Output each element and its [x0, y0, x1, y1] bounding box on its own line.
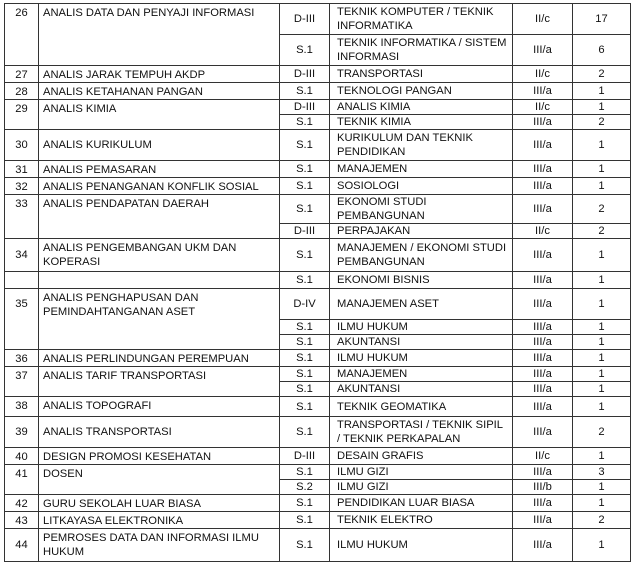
education-level: S.1 — [280, 495, 330, 512]
quantity: 3 — [573, 465, 631, 480]
row-number: 31 — [5, 161, 39, 178]
education-level: S.1 — [280, 417, 330, 448]
row-number: 29 — [5, 100, 39, 130]
major: TRANSPORTASI / TEKNIK SIPIL / TEKNIK PERKAPALAN — [330, 417, 513, 448]
table-row — [5, 495, 631, 512]
row-number: 30 — [5, 130, 39, 161]
education-level: S.1 — [280, 465, 330, 480]
row-number: 26 — [5, 4, 39, 66]
grade: III/a — [513, 320, 573, 335]
quantity: 1 — [573, 100, 631, 115]
grade: III/a — [513, 512, 573, 529]
row-number: 42 — [5, 495, 39, 512]
position-name: ANALIS PENGHAPUSAN DAN PEMINDAHTANGANAN ASET — [39, 289, 280, 350]
grade: III/a — [513, 239, 573, 272]
grade: III/a — [513, 289, 573, 320]
quantity: 1 — [573, 495, 631, 512]
row-number-continued — [5, 272, 39, 289]
education-level: S.1 — [280, 397, 330, 417]
grade: III/b — [513, 480, 573, 495]
major: MANAJEMEN — [330, 367, 513, 382]
education-level: S.1 — [280, 83, 330, 100]
major: TEKNIK INFORMATIKA / SISTEM INFORMASI — [330, 35, 513, 66]
grade: III/a — [513, 417, 573, 448]
major: ILMU GIZI — [330, 480, 513, 495]
position-name: ANALIS PEMASARAN — [39, 161, 280, 178]
position-name: DESIGN PROMOSI KESEHATAN — [39, 448, 280, 465]
table-row — [5, 350, 631, 367]
position-name: ANALIS TRANSPORTASI — [39, 417, 280, 448]
education-level: S.1 — [280, 161, 330, 178]
quantity: 1 — [573, 161, 631, 178]
quantity: 2 — [573, 417, 631, 448]
major: AKUNTANSI — [330, 382, 513, 397]
position-name: ANALIS TOPOGRAFI — [39, 397, 280, 417]
position-name: PEMROSES DATA DAN INFORMASI ILMU HUKUM — [39, 529, 280, 562]
position-name: ANALIS PENANGANAN KONFLIK SOSIAL — [39, 178, 280, 195]
position-name-continued — [39, 272, 280, 289]
table-row — [5, 130, 631, 161]
education-level: S.1 — [280, 382, 330, 397]
grade: III/a — [513, 83, 573, 100]
education-level: D-III — [280, 448, 330, 465]
major: MANAJEMEN / EKONOMI STUDI PEMBANGUNAN — [330, 239, 513, 272]
education-level: S.1 — [280, 512, 330, 529]
row-number: 33 — [5, 195, 39, 239]
table-row — [5, 66, 631, 83]
row-number: 28 — [5, 83, 39, 100]
position-name: ANALIS KETAHANAN PANGAN — [39, 83, 280, 100]
quantity: 1 — [573, 335, 631, 350]
table-row — [5, 465, 631, 480]
major: PENDIDIKAN LUAR BIASA — [330, 495, 513, 512]
education-level: D-IV — [280, 289, 330, 320]
education-level: D-III — [280, 100, 330, 115]
quantity: 6 — [573, 35, 631, 66]
education-level: S.2 — [280, 480, 330, 495]
major: KURIKULUM DAN TEKNIK PENDIDIKAN — [330, 130, 513, 161]
quantity: 1 — [573, 448, 631, 465]
education-level: S.1 — [280, 195, 330, 224]
education-level: S.1 — [280, 115, 330, 130]
position-name: ANALIS KIMIA — [39, 100, 280, 130]
major: ILMU HUKUM — [330, 320, 513, 335]
position-name: ANALIS TARIF TRANSPORTASI — [39, 367, 280, 397]
education-level: S.1 — [280, 35, 330, 66]
quantity: 2 — [573, 66, 631, 83]
position-name: GURU SEKOLAH LUAR BIASA — [39, 495, 280, 512]
quantity: 17 — [573, 4, 631, 35]
table-row — [5, 417, 631, 448]
quantity: 1 — [573, 382, 631, 397]
row-number: 40 — [5, 448, 39, 465]
table-row — [5, 367, 631, 382]
major: TEKNIK GEOMATIKA — [330, 397, 513, 417]
table-row — [5, 397, 631, 417]
education-level: D-III — [280, 4, 330, 35]
education-level: S.1 — [280, 367, 330, 382]
position-name: ANALIS KURIKULUM — [39, 130, 280, 161]
grade: III/a — [513, 35, 573, 66]
education-level: D-III — [280, 224, 330, 239]
row-number: 35 — [5, 289, 39, 350]
table-row — [5, 100, 631, 115]
grade: III/a — [513, 335, 573, 350]
quantity: 1 — [573, 397, 631, 417]
quantity: 2 — [573, 115, 631, 130]
major: MANAJEMEN — [330, 161, 513, 178]
grade: III/a — [513, 495, 573, 512]
row-number: 32 — [5, 178, 39, 195]
table-row — [5, 161, 631, 178]
grade: III/a — [513, 115, 573, 130]
quantity: 2 — [573, 512, 631, 529]
quantity: 1 — [573, 272, 631, 289]
position-name: ANALIS JARAK TEMPUH AKDP — [39, 66, 280, 83]
row-number: 34 — [5, 239, 39, 272]
grade: III/a — [513, 178, 573, 195]
major: PERPAJAKAN — [330, 224, 513, 239]
education-level: S.1 — [280, 335, 330, 350]
position-name: ANALIS PERLINDUNGAN PEREMPUAN — [39, 350, 280, 367]
grade: II/c — [513, 66, 573, 83]
education-level: S.1 — [280, 350, 330, 367]
position-name: ANALIS PENDAPATAN DAERAH — [39, 195, 280, 239]
table-row — [5, 448, 631, 465]
grade: II/c — [513, 224, 573, 239]
major: ILMU GIZI — [330, 465, 513, 480]
table-row — [5, 178, 631, 195]
education-level: S.1 — [280, 529, 330, 562]
quantity: 1 — [573, 480, 631, 495]
major: ANALIS KIMIA — [330, 100, 513, 115]
quantity: 1 — [573, 350, 631, 367]
row-number: 27 — [5, 66, 39, 83]
grade: III/a — [513, 272, 573, 289]
table-row — [5, 83, 631, 100]
education-level: S.1 — [280, 178, 330, 195]
grade: III/a — [513, 465, 573, 480]
major: TEKNIK ELEKTRO — [330, 512, 513, 529]
table-row — [5, 529, 631, 562]
row-number: 36 — [5, 350, 39, 367]
table-row — [5, 239, 631, 272]
row-number: 39 — [5, 417, 39, 448]
major: EKONOMI STUDI PEMBANGUNAN — [330, 195, 513, 224]
quantity: 1 — [573, 130, 631, 161]
education-level: D-III — [280, 66, 330, 83]
position-name: LITKAYASA ELEKTRONIKA — [39, 512, 280, 529]
major: TRANSPORTASI — [330, 66, 513, 83]
quantity: 2 — [573, 224, 631, 239]
row-number: 37 — [5, 367, 39, 397]
quantity: 1 — [573, 178, 631, 195]
quantity: 1 — [573, 529, 631, 562]
position-name: ANALIS DATA DAN PENYAJI INFORMASI — [39, 4, 280, 66]
education-level: S.1 — [280, 239, 330, 272]
major: AKUNTANSI — [330, 335, 513, 350]
quantity: 2 — [573, 195, 631, 224]
education-level: S.1 — [280, 272, 330, 289]
education-level: S.1 — [280, 130, 330, 161]
grade: III/a — [513, 161, 573, 178]
table-row — [5, 195, 631, 224]
table-row — [5, 512, 631, 529]
grade: II/c — [513, 100, 573, 115]
grade: III/a — [513, 195, 573, 224]
grade: II/c — [513, 4, 573, 35]
quantity: 1 — [573, 83, 631, 100]
grade: III/a — [513, 529, 573, 562]
row-number: 38 — [5, 397, 39, 417]
row-number: 43 — [5, 512, 39, 529]
grade: III/a — [513, 367, 573, 382]
major: SOSIOLOGI — [330, 178, 513, 195]
major: TEKNOLOGI PANGAN — [330, 83, 513, 100]
major: EKONOMI BISNIS — [330, 272, 513, 289]
quantity: 1 — [573, 367, 631, 382]
grade: III/a — [513, 350, 573, 367]
major: DESAIN GRAFIS — [330, 448, 513, 465]
education-level: S.1 — [280, 320, 330, 335]
position-name: ANALIS PENGEMBANGAN UKM DAN KOPERASI — [39, 239, 280, 272]
major: TEKNIK KOMPUTER / TEKNIK INFORMATIKA — [330, 4, 513, 35]
table-row — [5, 272, 631, 289]
quantity: 1 — [573, 239, 631, 272]
major: ILMU HUKUM — [330, 529, 513, 562]
position-name: DOSEN — [39, 465, 280, 495]
table-row — [5, 4, 631, 35]
formation-table — [4, 3, 631, 562]
quantity: 1 — [573, 320, 631, 335]
grade: III/a — [513, 130, 573, 161]
grade: III/a — [513, 397, 573, 417]
major: MANAJEMEN ASET — [330, 289, 513, 320]
grade: II/c — [513, 448, 573, 465]
table-row — [5, 289, 631, 320]
major: ILMU HUKUM — [330, 350, 513, 367]
row-number: 44 — [5, 529, 39, 562]
row-number: 41 — [5, 465, 39, 495]
quantity: 1 — [573, 289, 631, 320]
grade: III/a — [513, 382, 573, 397]
major: TEKNIK KIMIA — [330, 115, 513, 130]
